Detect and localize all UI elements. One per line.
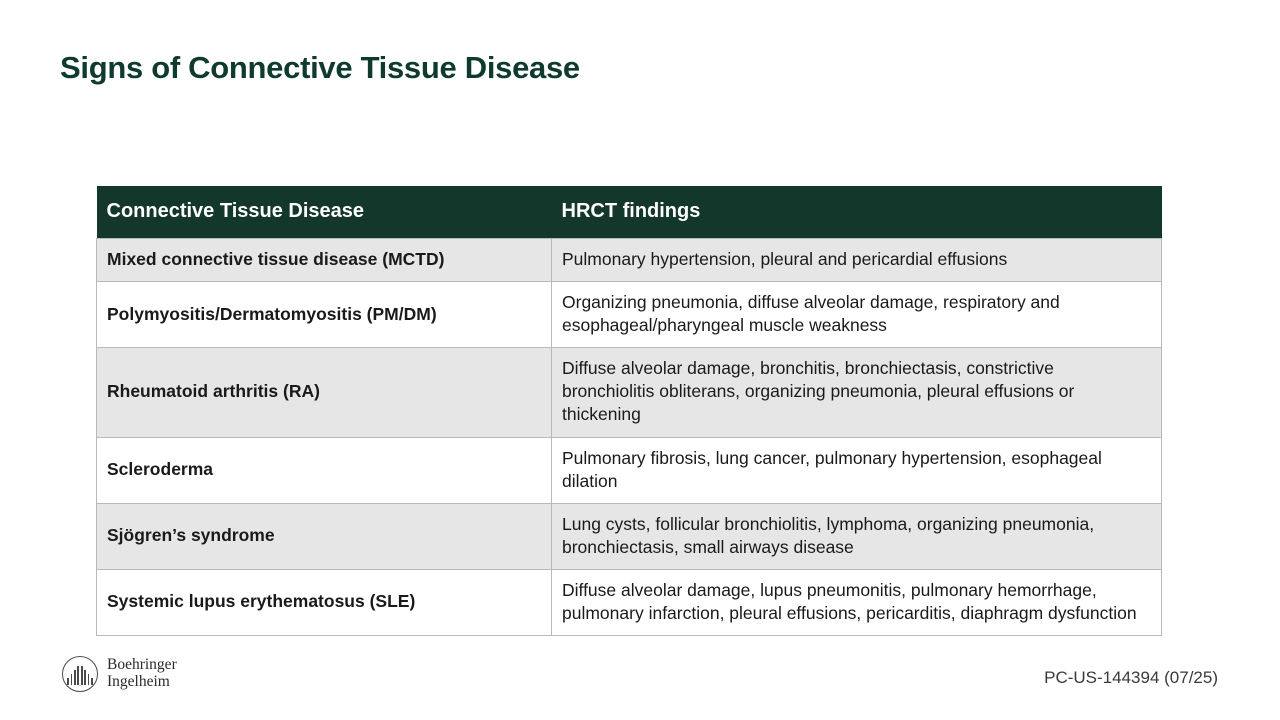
table-body [97,239,1162,636]
boehringer-ingelheim-icon [62,656,98,692]
cell-findings: Pulmonary fibrosis, lung cancer, pulmonary hypertension, esophageal dilation [552,437,1162,503]
table-row [97,348,1162,437]
cell-disease: Mixed connective tissue disease (MCTD) [97,239,552,282]
page-title: Signs of Connective Tissue Disease [60,50,580,85]
logo-text-line1: Boehringer [107,656,177,674]
cell-disease: Sjögren’s syndrome [97,503,552,569]
table-header [97,186,1162,239]
table-row [97,437,1162,503]
cell-findings: Lung cysts, follicular bronchiolitis, lymphoma, organizing pneumonia, bronchiectasis, small airways disease [552,503,1162,569]
cell-findings: Pulmonary hypertension, pleural and pericardial effusions [552,239,1162,282]
ctd-table-container [96,186,1161,636]
ctd-table [96,186,1162,636]
cell-findings: Diffuse alveolar damage, lupus pneumonitis, pulmonary hemorrhage, pulmonary infarction, pleural effusions, pericarditis, diaphragm dysfunction [552,569,1162,635]
column-header-disease: Connective Tissue Disease [97,186,552,239]
table-row [97,503,1162,569]
cell-findings: Organizing pneumonia, diffuse alveolar damage, respiratory and esophageal/pharyngeal muscle weakness [552,282,1162,348]
table-header-row [97,186,1162,239]
cell-disease: Scleroderma [97,437,552,503]
footer-code: PC-US-144394 (07/25) [1044,668,1218,687]
cell-disease: Polymyositis/Dermatomyositis (PM/DM) [97,282,552,348]
logo-bars [67,666,93,685]
logo-text [107,657,177,690]
brand-logo [62,656,177,692]
cell-disease: Systemic lupus erythematosus (SLE) [97,569,552,635]
table-row [97,282,1162,348]
table-row [97,569,1162,635]
logo-text-line2: Ingelheim [107,673,170,690]
cell-disease: Rheumatoid arthritis (RA) [97,348,552,437]
table-row [97,239,1162,282]
column-header-findings: HRCT findings [552,186,1162,239]
cell-findings: Diffuse alveolar damage, bronchitis, bronchiectasis, constrictive bronchiolitis obliterans, organizing pneumonia, pleural effusions or thickening [552,348,1162,437]
